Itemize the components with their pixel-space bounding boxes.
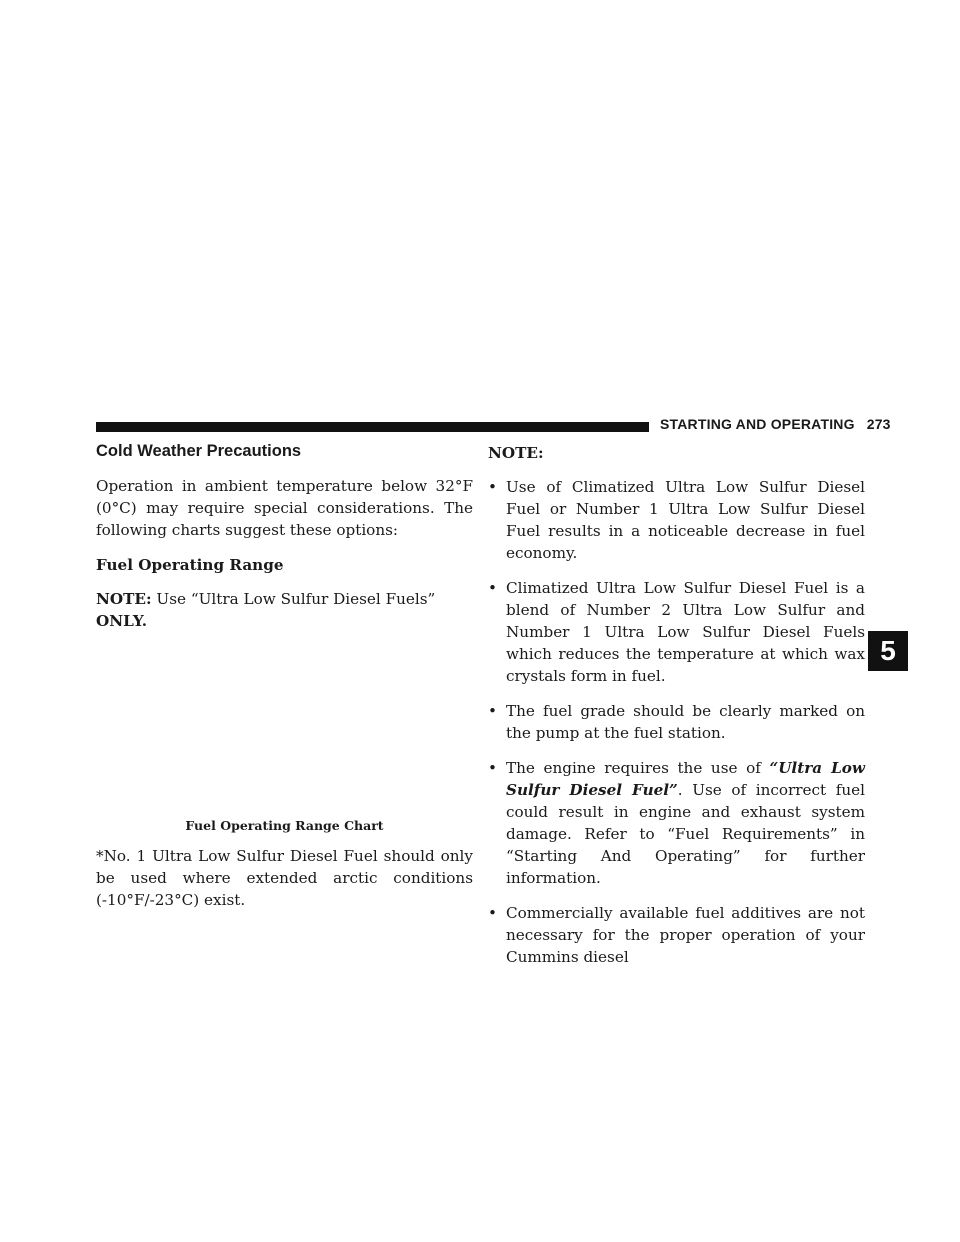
note-text: Use “Ultra Low Sulfur Diesel Fuels” <box>151 590 436 608</box>
left-column <box>96 440 473 911</box>
section-title: STARTING AND OPERATING <box>660 416 855 432</box>
bullet-text: Climatized Ultra Low Sulfur Diesel Fuel is a blend of Number 2 Ultra Low Sulfur and Number 1 Ultra Low Sulfur Diesel Fuels which reduces the temperature at which wax crystals form in fuel. <box>506 579 865 685</box>
note-heading: NOTE: <box>488 444 544 462</box>
bullet-glyph: • <box>488 904 497 922</box>
bullet-text: . Use of incorrect fuel could result in engine and exhaust system damage. Refer to “Fuel Requirements” in “Starting And Operating” for further information. <box>506 781 865 887</box>
page-number: 273 <box>866 416 891 432</box>
bullet-glyph: • <box>488 759 497 777</box>
note-bullet-list <box>488 476 865 968</box>
bullet-emphasis: “Ultra Low Sulfur Diesel Fuel” <box>506 759 865 799</box>
fuel-note <box>96 588 473 632</box>
bullet-glyph: • <box>488 702 497 720</box>
chapter-tab: 5 <box>868 631 908 671</box>
section-heading: Cold Weather Precautions <box>96 442 302 460</box>
bullet-text: The engine requires the use of <box>506 759 770 777</box>
header-rule <box>96 422 649 432</box>
list-item <box>488 476 865 564</box>
note-label: NOTE: <box>96 590 152 608</box>
note-emphasis: ONLY. <box>96 612 147 630</box>
list-item <box>488 757 865 889</box>
footnote: *No. 1 Ultra Low Sulfur Diesel Fuel should only be used where extended arctic conditions (-10°F/-23°C) exist. <box>96 847 473 909</box>
intro-paragraph: Operation in ambient temperature below 32°F (0°C) may require special considerations. The following charts suggest these options: <box>96 477 473 539</box>
fuel-range-subheading: Fuel Operating Range <box>96 556 284 574</box>
chart-placeholder <box>96 632 473 815</box>
list-item <box>488 902 865 968</box>
bullet-glyph: • <box>488 478 497 496</box>
bullet-glyph: • <box>488 579 497 597</box>
chart-caption: Fuel Operating Range Chart <box>185 818 384 833</box>
right-column <box>488 440 865 981</box>
list-item <box>488 577 865 687</box>
list-item <box>488 700 865 744</box>
bullet-text: Commercially available fuel additives are not necessary for the proper operation of your Cummins diesel <box>506 904 865 966</box>
bullet-text: The fuel grade should be clearly marked on the pump at the fuel station. <box>506 702 865 742</box>
running-header <box>660 416 891 432</box>
bullet-text: Use of Climatized Ultra Low Sulfur Diesel Fuel or Number 1 Ultra Low Sulfur Diesel Fuel results in a noticeable decrease in fuel economy. <box>506 478 865 562</box>
